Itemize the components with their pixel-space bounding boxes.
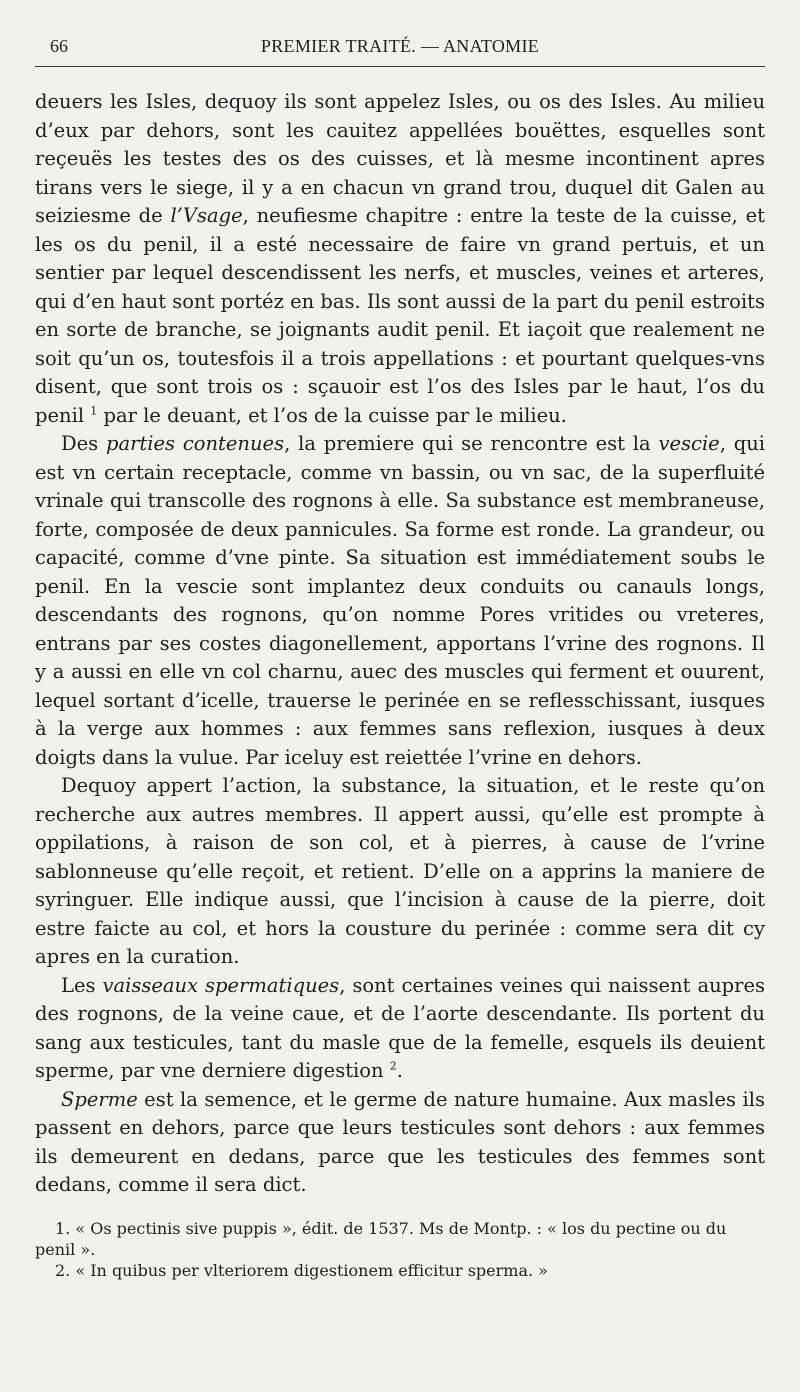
text-run: , la premiere qui se rencontre est la bbox=[284, 432, 659, 455]
text-run: , sont certaines veines qui naissent aupres des rognons, de la veine caue, et de l’aorte descendante. Ils portent du sang aux testicules, tant du masle que de la femelle, esquels ils deuient sperme, par vne derniere digestion bbox=[35, 973, 765, 1082]
italic-term: vaisseaux spermatiques bbox=[102, 973, 340, 997]
text-run: deuers les Isles, dequoy ils sont appelez Isles, ou os des Isles. Au milieu d’eux par dehors, sont les cauitez appellées bouëttes, esquelles sont reçeuës les testes des os des cuisses, et là mesme incontinent apres tirans vers le siege, il y a en chacun vn grand trou, duquel dit Galen au seiziesme de bbox=[35, 90, 765, 227]
footnote-ref: 1 bbox=[90, 404, 98, 417]
text-run: par le deuant, et l’os de la cuisse par le milieu. bbox=[97, 403, 567, 427]
text-run: . bbox=[396, 1059, 403, 1082]
paragraph bbox=[35, 772, 765, 972]
body-text bbox=[35, 88, 765, 1200]
text-run: , neufiesme chapitre : entre la teste de la cuisse, et les os du penil, il a esté necessaire de faire vn grand pertuis, et un sentier par lequel descendissent les nerfs, et muscles, veines et arteres, qui d’en haut sont portéz en bas. Ils sont aussi de la part du penil estroits en sorte de branche, se joignants audit penil. Et iaçoit que realement ne soit qu’un os, toutesfois il a trois appellations : et pourtant quelques-vns disent, que sont trois os : sçauoir est l’os des Isles par le haut, l’os du penil bbox=[35, 204, 765, 427]
italic-term: vescie bbox=[658, 432, 720, 455]
paragraph bbox=[35, 430, 765, 772]
page-number: 66 bbox=[50, 36, 68, 56]
italic-term: parties contenues bbox=[105, 432, 285, 455]
text-run: , qui est vn certain receptacle, comme vn bassin, ou vn sac, de la superfluité vrinale qui transcolle des rognons à elle. Sa substance est membraneuse, forte, composée de deux pannicules. Sa forme est ronde. La grandeur, ou capacité, comme d’vne pinte. Sa situation est immédiatement soubs le penil. En la vescie sont implantez deux conduits ou canauls longs, descendants des rognons, qu’on nomme Pores vritides ou vreteres, entrans par ses costes diagonellement, apportans l’vrine des rognons. Il y a aussi en elle vn col charnu, auec des muscles qui ferment et ouurent, lequel sortant d’icelle, trauerse le perinée en se reflesschissant, iusques à la verge aux hommes : aux femmes sans reflexion, iusques à deux doigts dans la vulue. Par iceluy est reiettée l’vrine en dehors. bbox=[35, 432, 765, 769]
footnote: 1. « Os pectinis sive puppis », édit. de 1537. Ms de Montp. : « los du pectine ou du penil ». bbox=[35, 1219, 727, 1259]
footnote: 2. « In quibus per vlteriorem digestionem efficitur sperma. » bbox=[55, 1261, 548, 1280]
paragraph bbox=[35, 972, 765, 1086]
text-run: Dequoy appert l’action, la substance, la situation, et le reste qu’on recherche aux autres membres. Il appert aussi, qu’elle est prompte à oppilations, à raison de son col, et à pierres, à cause de l’vrine sablonneuse qu’elle reçoit, et retient. D’elle on a apprins la maniere de syringuer. Elle indique aussi, que l’incision à cause de la pierre, doit estre faicte au col, et hors la cousture du perinée : comme sera dit cy apres en la curation. bbox=[35, 774, 765, 968]
running-title: PREMIER TRAITÉ. — ANATOMIE bbox=[260, 36, 540, 56]
italic-term: l’Vsage bbox=[170, 204, 243, 227]
text-run: est la semence, et le germe de nature humaine. Aux masles ils passent en dehors, parce que leurs testicules sont dehors : aux femmes ils demeurent en dedans, parce que les testicules des femmes sont dedans, comme il sera dict. bbox=[35, 1087, 765, 1196]
page-header bbox=[35, 30, 765, 60]
italic-term: Sperme bbox=[61, 1087, 138, 1111]
text-run: Des bbox=[61, 432, 106, 455]
header-rule bbox=[35, 66, 765, 67]
footnote-ref: 2 bbox=[389, 1059, 397, 1073]
paragraph bbox=[35, 1086, 765, 1200]
text-run: Les bbox=[61, 973, 103, 997]
paragraph bbox=[35, 88, 765, 430]
footnotes bbox=[35, 1218, 765, 1281]
